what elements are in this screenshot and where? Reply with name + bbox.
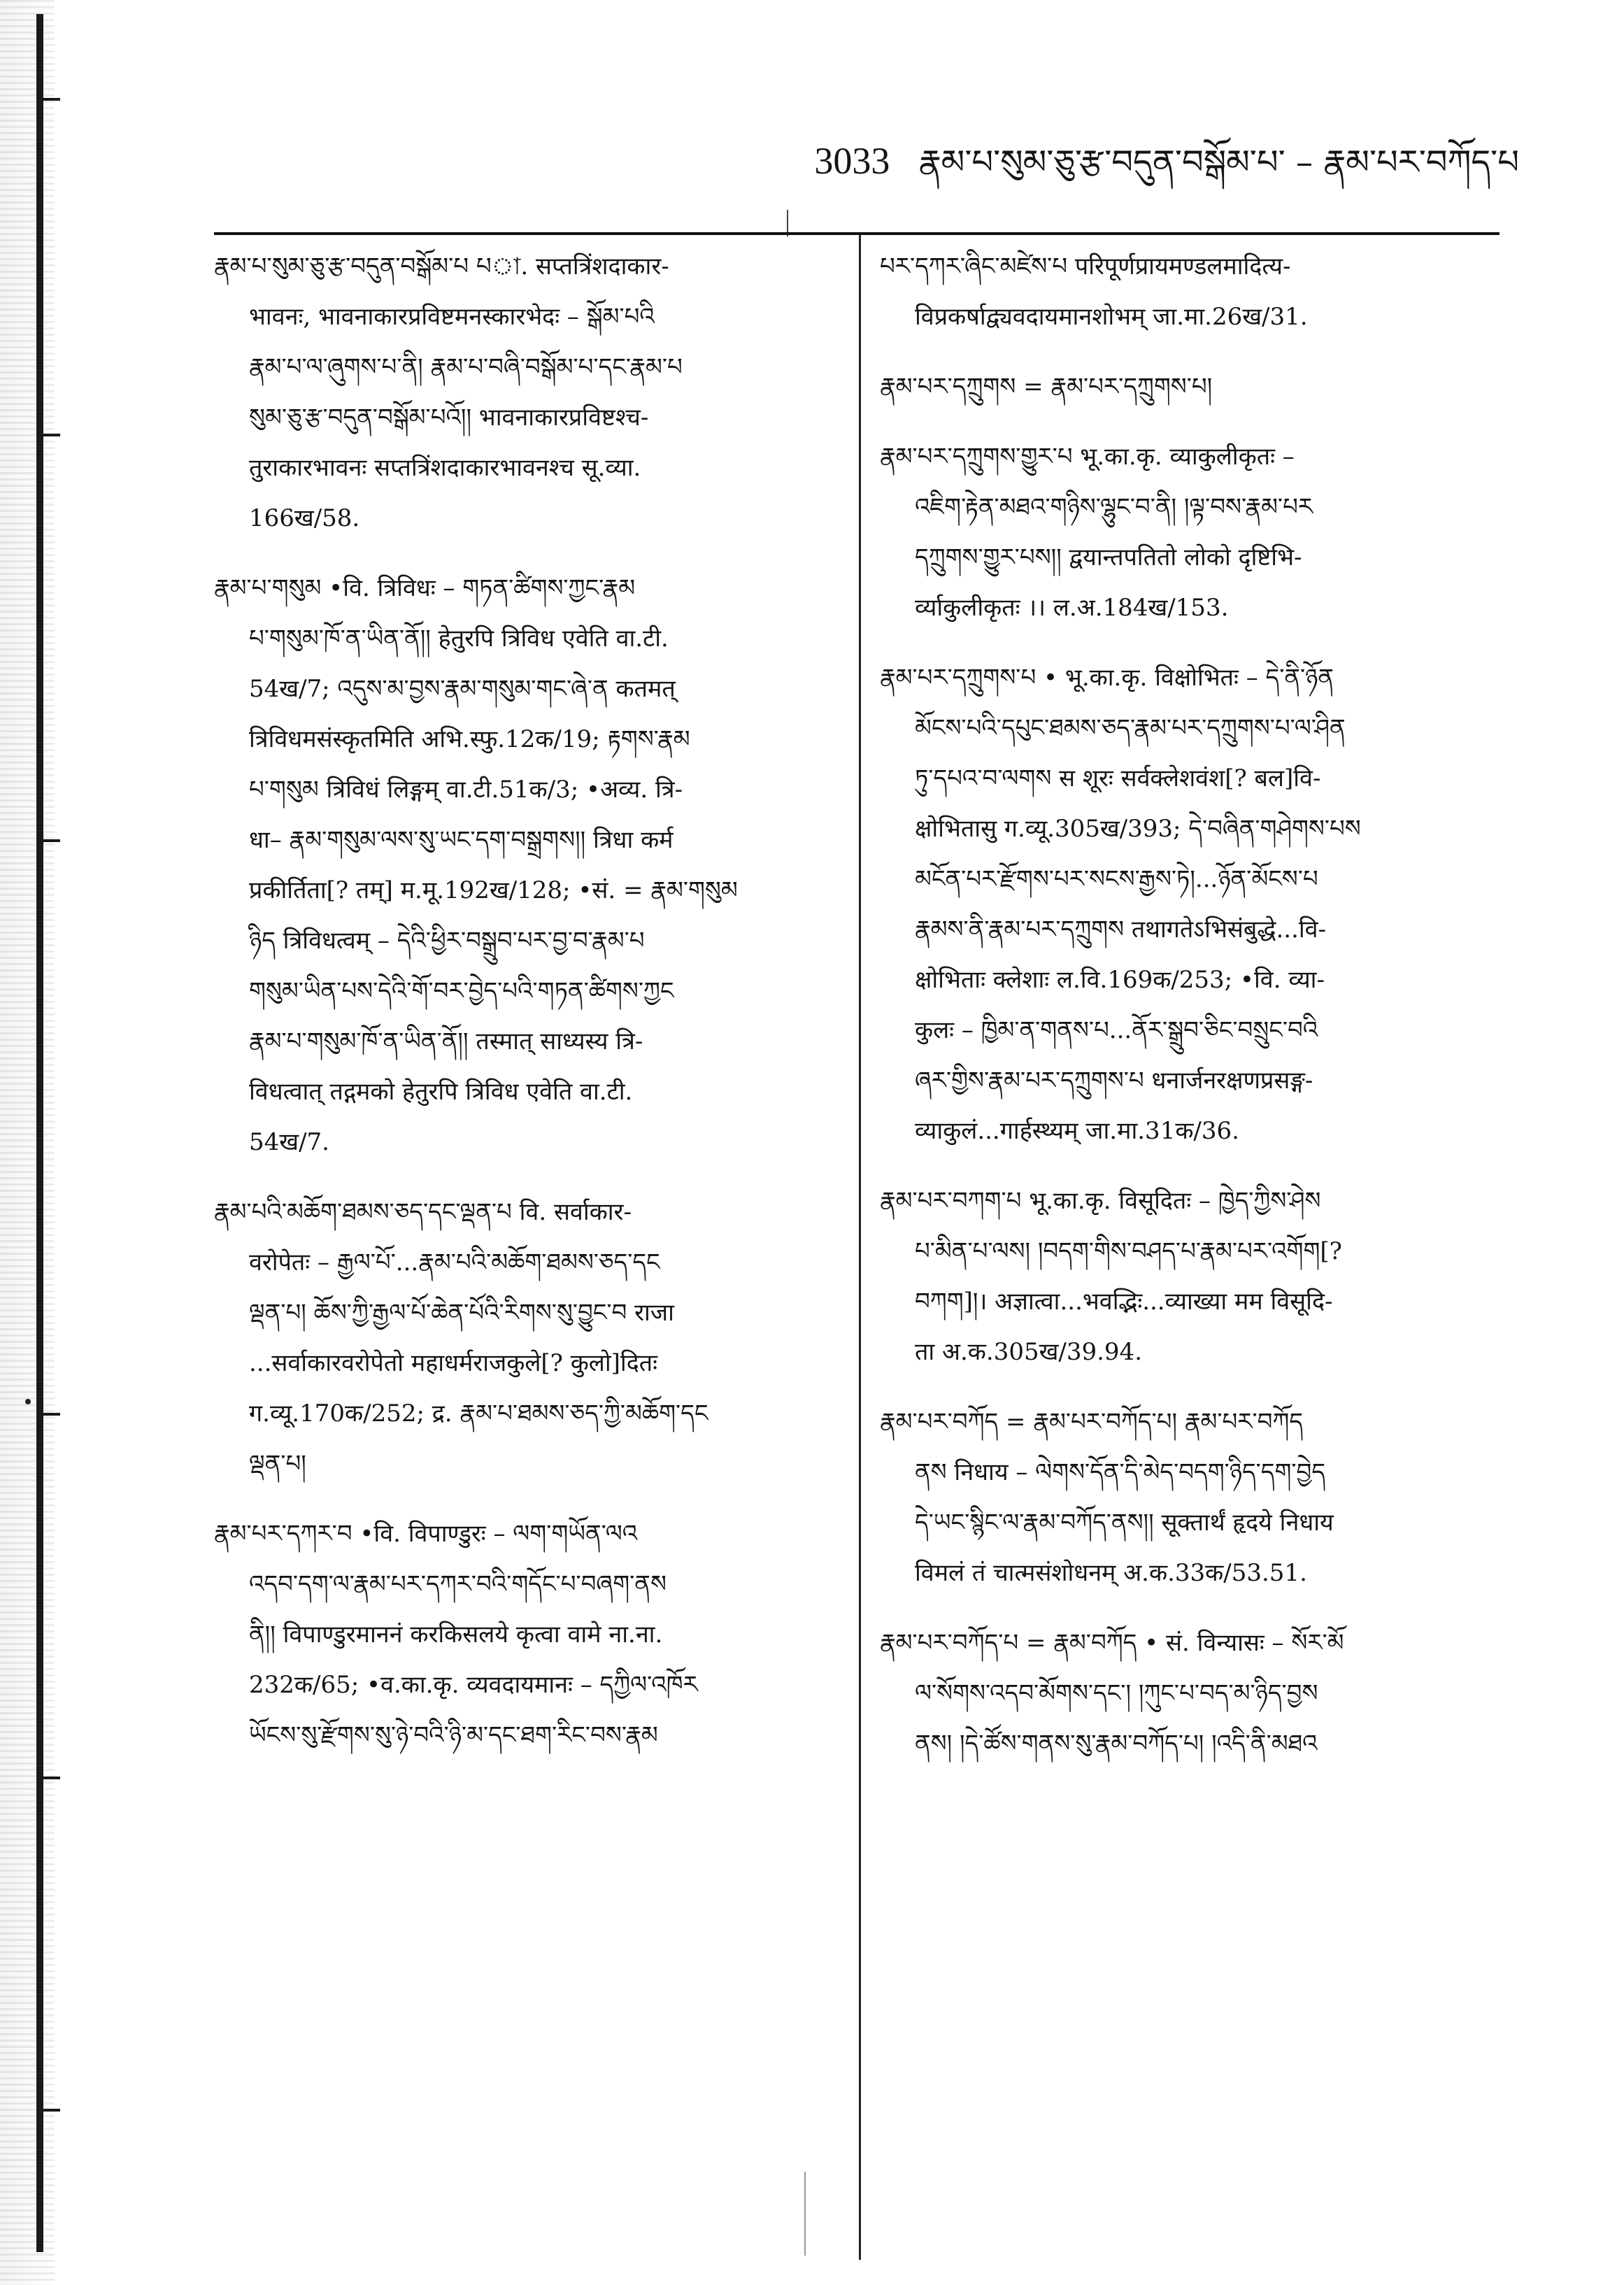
entry-line: कुलः – ཁྱིམ་ན་གནས་པ...ནོར་སྒྲུབ་ཅིང་བསྲུང་བའི xyxy=(915,1016,1318,1044)
entry-line: ཏུ་དཔའ་བ་ལགས स शूरः सर्वक्लेशवंश[? बल]वि- xyxy=(915,764,1321,792)
entry-line: भावनः, भावनाकारप्रविष्टमनस्कारभेदः – སྒོམ་པའི xyxy=(249,303,655,331)
dictionary-entry xyxy=(880,432,1502,633)
entry-line: ནས निधाय – ལེགས་དོན་དི་མེད་བདག་ཉིད་དག་བྱེད xyxy=(915,1458,1326,1486)
header-rule xyxy=(214,232,1500,235)
entry-headline: རྣམ་པའི་མཆོག་ཐམས་ཅད་དང་ལྡན་པ वि. सर्वाकार- xyxy=(214,1198,632,1226)
entry-line: ...सर्वाकारवरोपेतो महाधर्मराजकुले[? कुलो]दितः xyxy=(249,1349,658,1377)
entry-headline: རྣམ་པ་སུམ་ཅུ་རྩ་བདུན་བསྒོམ་པ པা. सप्तत्रिंशदाकार- xyxy=(214,252,669,280)
entry-line: ལ་སོགས་འདབ་མོགས་དང་། །ཀུང་པ་བད་མ་ཉིད་བྱས xyxy=(915,1679,1318,1707)
entry-line: བཀག]།। अज्ञात्वा...भवद्भिः...व्याख्या मम विसूदि- xyxy=(915,1288,1333,1316)
crop-mark xyxy=(804,2172,806,2256)
dictionary-entry xyxy=(214,1187,838,1489)
entry-line: མོངས་པའི་དཔུང་ཐམས་ཅད་རྣམ་པར་དཀྲུགས་པ་ལ་ཤིན xyxy=(915,714,1346,742)
entry-line: प्रकीर्तिता[? तम्] म.मू.192ख/128; •सं. = རྣམ་གསུམ xyxy=(249,876,738,904)
entry-headline: པར་དཀར་ཞིང་མཛེས་པ परिपूर्णप्रायमण्डलमादित्य- xyxy=(880,252,1291,280)
binding-tick xyxy=(41,1413,60,1416)
entry-line: པ་གསུམ त्रिविधं लिङ्गम् वा.टी.51क/3; •अव्य. त्रि- xyxy=(249,776,683,804)
entry-line: ཉིད त्रिविधत्वम् – དེའི་ཕྱིར་བསྒྲུབ་པར་བྱ་བ་རྣམ་པ xyxy=(249,927,645,955)
entry-line: དཀྲུགས་གྱུར་པས།། द्वयान्तपतितो लोको दृष्टिभि- xyxy=(915,543,1302,571)
entry-line: क्षोभितासु ग.व्यू.305ख/393; དེ་བཞིན་གཤེགས་པས xyxy=(915,815,1361,843)
entry-line: ཡོངས་སུ་རྫོགས་སུ་ཉེ་བའི་ཉི་མ་དང་ཐག་རིང་བས་རྣམ xyxy=(249,1721,658,1749)
entry-line: त्रिविधमसंस्कृतमिति अभि.स्फु.12क/19; རྟགས་རྣམ xyxy=(249,725,690,753)
dictionary-entry xyxy=(214,563,838,1167)
entry-line: གསུམ་ཡིན་པས་དེའི་གོ་བར་བྱེད་པའི་གཏན་ཚིགས་ཀྱང xyxy=(249,977,674,1005)
entry-headline: རྣམ་པར་བཀོད = རྣམ་པར་བཀོད་པ། རྣམ་པར་བཀོད xyxy=(880,1408,1304,1436)
binding-tick xyxy=(41,98,60,101)
entry-line: क्षोभिताः क्लेशाः ल.वि.169क/253; •वि. व्या- xyxy=(915,966,1325,994)
dictionary-entry xyxy=(880,653,1502,1156)
entry-line: र्व्याकुलीकृतः ।। ल.अ.184ख/153. xyxy=(915,594,1229,622)
binding-tick xyxy=(41,434,60,436)
entry-line: དེ་ཡང་སྙིང་ལ་རྣམ་བཀོད་ནས།། सूक्तार्थं हृदये निधाय xyxy=(915,1509,1334,1537)
binding-tick xyxy=(41,839,60,842)
entry-headline: རྣམ་པ་གསུམ •वि. त्रिविधः – གཏན་ཚིགས་ཀྱང་རྣམ xyxy=(214,574,636,602)
entry-line: རྣམས་ནི་རྣམ་པར་དཀྲུགས तथागतेऽभिसंबुद्धे...वि- xyxy=(915,916,1327,944)
entry-line: 54ख/7; འདུས་མ་བྱས་རྣམ་གསུམ་གང་ཞེ་ན कतमत् xyxy=(249,675,676,703)
entry-line: རྣམ་པ་ལ་ཞུགས་པ་ནི། རྣམ་པ་བཞི་བསྒོམ་པ་དང་རྣམ་པ xyxy=(249,353,683,381)
entry-line: तुराकारभावनः सप्तत्रिंशदाकारभावनश्च सू.व्या. xyxy=(249,454,641,482)
entry-line: འཇིག་རྟེན་མཐའ་གཉིས་ལྷུང་བ་ནི། །ལྟ་བས་རྣམ་པར xyxy=(915,493,1313,521)
entry-line: པ་མིན་པ་ལས། །བདག་གིས་བཤད་པ་རྣམ་པར་འགོག[? xyxy=(915,1237,1342,1265)
entry-line: རྣམ་པ་གསུམ་ཁོ་ན་ཡིན་ནོ།། तस्मात् साध्यस्य त्रि- xyxy=(249,1027,643,1055)
entry-line: ལྡན་པ། ཆོས་ཀྱི་རྒྱལ་པོ་ཆེན་པོའི་རིགས་སུ་བྱུང་བ राजा xyxy=(249,1299,674,1327)
entry-line: 166ख/58. xyxy=(249,504,360,532)
dictionary-entry xyxy=(214,1509,838,1760)
binding-tick xyxy=(41,1777,60,1779)
column-divider xyxy=(859,235,861,2260)
entry-headline: རྣམ་པར་དཀྲུགས = རྣམ་པར་དཀྲུགས་པ། xyxy=(880,373,1213,401)
right-column xyxy=(880,241,1502,1788)
entry-line: 54ख/7. xyxy=(249,1128,329,1156)
entry-line: विप्रकर्षाद्व्यवदायमानशोभम् जा.मा.26ख/31. xyxy=(915,303,1308,331)
left-column xyxy=(214,241,838,1780)
entry-line: ནས། །དེ་ཚོས་གནས་སུ་རྣམ་བཀོད་པ། །འདི་ནི་མཐའ xyxy=(915,1730,1318,1758)
header-title: རྣམ་པ་སུམ་ཅུ་རྩ་བདུན་བསྒོམ་པ་ – རྣམ་པར་བཀོད་པ xyxy=(918,143,1519,182)
entry-line: विधत्वात् तद्गमको हेतुरपि त्रिविध एवेति वा.टी. xyxy=(249,1078,633,1106)
entry-line: वरोपेतः – རྒྱལ་པོ་...རྣམ་པའི་མཆོག་ཐམས་ཅད་དང xyxy=(249,1248,660,1276)
entry-line: ནི།། विपाण्डुरमाननं करकिसलये कृत्वा वामे ना.ना. xyxy=(249,1621,663,1649)
punch-mark xyxy=(25,1399,31,1404)
entry-line: ལྡན་པ། xyxy=(249,1450,306,1478)
dictionary-entry xyxy=(880,1176,1502,1377)
dictionary-entry xyxy=(880,1397,1502,1598)
dictionary-entry xyxy=(214,241,838,543)
entry-line: 232क/65; •व.का.कृ. व्यवदायमानः – དཀྱིལ་འཁོར xyxy=(249,1671,698,1699)
entry-line: ཞར་གྱིས་རྣམ་པར་དཀྲུགས་པ धनार्जनरक्षणप्रसङ्ग- xyxy=(915,1067,1313,1095)
running-header xyxy=(814,140,1519,183)
entry-line: विमलं तं चात्मसंशोधनम् अ.क.33क/53.51. xyxy=(915,1559,1307,1587)
binding-rule xyxy=(36,14,43,2252)
entry-line: སུམ་ཅུ་རྩ་བདུན་བསྒོམ་པའོ།། भावनाकारप्रविष्टश्च- xyxy=(249,404,649,432)
dictionary-entry xyxy=(880,241,1502,342)
entry-headline: རྣམ་པར་བཀག་པ भू.का.कृ. विसूदितः – ཁྱེད་ཀྱིས་ཤེས xyxy=(880,1187,1321,1215)
entry-line: འདབ་དག་ལ་རྣམ་པར་དཀར་བའི་གདོང་པ་བཞག་ནས xyxy=(249,1570,667,1598)
entry-headline: རྣམ་པར་དཀར་བ •वि. विपाण्डुरः – ལག་གཡོན་ལའ xyxy=(214,1520,638,1548)
entry-headline: རྣམ་པར་བཀོད་པ = རྣམ་བཀོད • सं. विन्यासः – སོར་མོ xyxy=(880,1629,1344,1657)
entry-headline: རྣམ་པར་དཀྲུགས་པ • भू.का.कृ. विक्षोभितः – དེ་ནི་ཉོན xyxy=(880,664,1334,692)
dictionary-entry xyxy=(880,362,1502,412)
binding-tick xyxy=(41,2109,60,2112)
dictionary-entry xyxy=(880,1618,1502,1769)
page-binding-edge xyxy=(0,0,55,2285)
entry-line: མངོན་པར་རྫོགས་པར་སངས་རྒྱས་ཏེ།...ཉོན་མོངས་པ xyxy=(915,865,1318,893)
entry-line: ग.व्यू.170क/252; द्र. རྣམ་པ་ཐམས་ཅད་ཀྱི་མཆོག་དང xyxy=(249,1400,708,1428)
entry-headline: རྣམ་པར་དཀྲུགས་གྱུར་པ भू.का.कृ. व्याकुलीकृतः – xyxy=(880,443,1295,471)
entry-line: པ་གསུམ་ཁོ་ན་ཡིན་ནོ།། हेतुरपि त्रिविध एवेति वा.टी. xyxy=(249,625,669,653)
entry-line: व्याकुलं...गार्हस्थ्यम् जा.मा.31क/36. xyxy=(915,1117,1239,1145)
entry-line: ता अ.क.305ख/39.94. xyxy=(915,1338,1143,1366)
entry-line: धा– རྣམ་གསུམ་ལས་སུ་ཡང་དག་བསྒྲགས།། त्रिधा कर्म xyxy=(249,826,674,854)
page-number: 3033 xyxy=(814,140,890,182)
